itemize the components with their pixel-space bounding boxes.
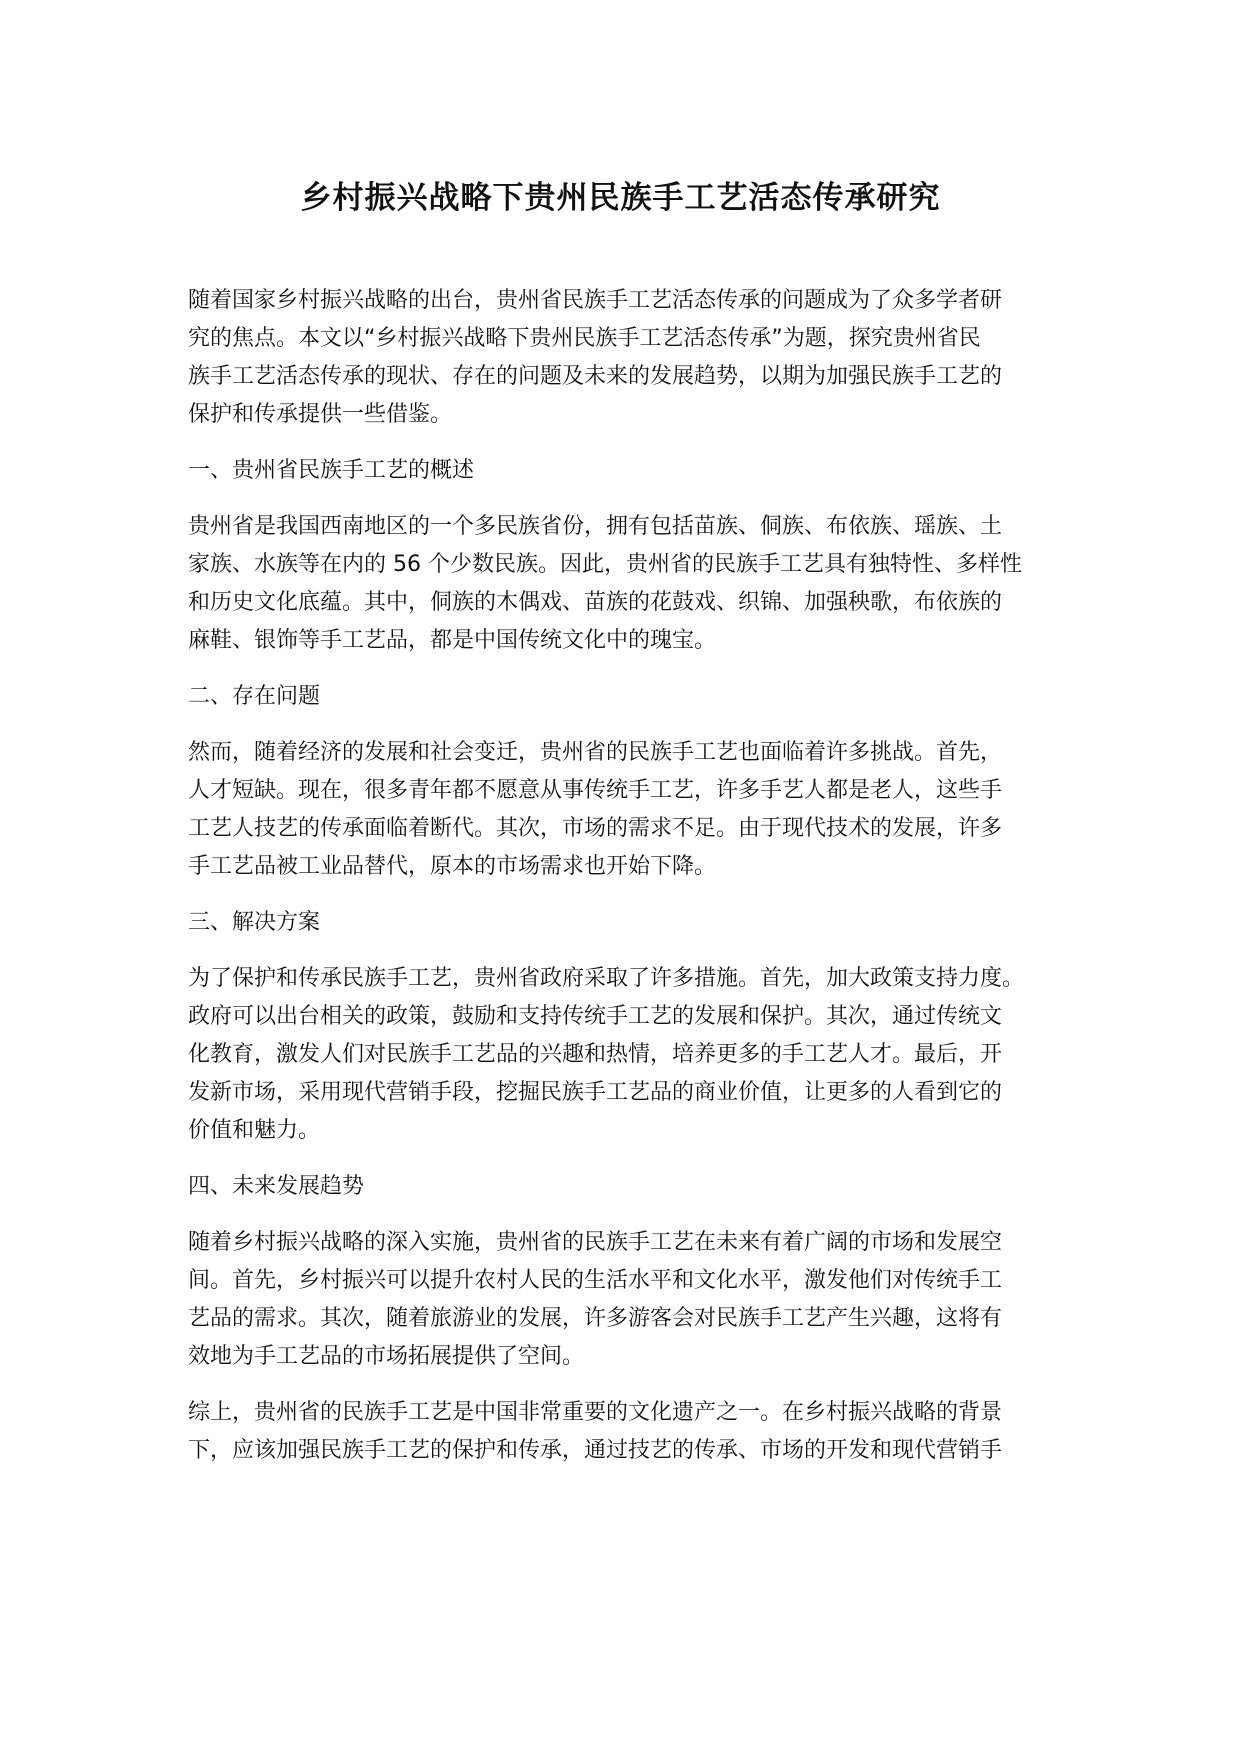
conclusion-paragraph bbox=[188, 1394, 1088, 1470]
text-line: 下，应该加强民族手工艺的保护和传承，通过技艺的传承、市场的开发和现代营销手 bbox=[188, 1438, 1003, 1463]
text-line: 价值和魅力。 bbox=[188, 1118, 321, 1143]
document-body bbox=[188, 282, 1088, 1488]
text-line: 人才短缺。现在，很多青年都不愿意从事传统手工艺，许多手艺人都是老人，这些手 bbox=[188, 778, 1003, 803]
text-line: 贵州省是我国西南地区的一个多民族省份，拥有包括苗族、侗族、布依族、瑶族、土 bbox=[188, 514, 1003, 539]
text-line: 化教育，激发人们对民族手工艺品的兴趣和热情，培养更多的手工艺人才。最后，开 bbox=[188, 1042, 1003, 1067]
text-line: 政府可以出台相关的政策，鼓励和支持传统手工艺的发展和保护。其次，通过传统文 bbox=[188, 1004, 1003, 1029]
document-title: 乡村振兴战略下贵州民族手工艺活态传承研究 bbox=[300, 180, 941, 216]
section-heading-future: 四、未来发展趋势 bbox=[188, 1174, 365, 1199]
text-line: 综上，贵州省的民族手工艺是中国非常重要的文化遗产之一。在乡村振兴战略的背景 bbox=[188, 1400, 1003, 1425]
intro-paragraph bbox=[188, 282, 1088, 434]
section-heading-overview: 一、贵州省民族手工艺的概述 bbox=[188, 458, 475, 483]
text-line: 麻鞋、银饰等手工艺品，都是中国传统文化中的瑰宝。 bbox=[188, 628, 717, 653]
section-heading-problems: 二、存在问题 bbox=[188, 684, 321, 709]
text-line: 和历史文化底蕴。其中，侗族的木偶戏、苗族的花鼓戏、织锦、加强秧歌，布依族的 bbox=[188, 590, 1003, 615]
section-paragraph-future bbox=[188, 1224, 1088, 1376]
section-paragraph-overview bbox=[188, 508, 1088, 660]
text-line: 工艺人技艺的传承面临着断代。其次，市场的需求不足。由于现代技术的发展，许多 bbox=[188, 816, 1003, 841]
text-line: 究的焦点。本文以“乡村振兴战略下贵州民族手工艺活态传承”为题，探究贵州省民 bbox=[188, 326, 981, 351]
section-paragraph-solutions bbox=[188, 960, 1088, 1150]
section-paragraph-problems bbox=[188, 734, 1088, 886]
text-line: 然而，随着经济的发展和社会变迁，贵州省的民族手工艺也面临着许多挑战。首先， bbox=[188, 740, 1003, 765]
text-line: 效地为手工艺品的市场拓展提供了空间。 bbox=[188, 1344, 585, 1369]
text-line: 家族、水族等在内的 56 个少数民族。因此，贵州省的民族手工艺具有独特性、多样性 bbox=[188, 552, 1022, 577]
text-line: 手工艺品被工业品替代，原本的市场需求也开始下降。 bbox=[188, 854, 717, 879]
text-line: 保护和传承提供一些借鉴。 bbox=[188, 402, 453, 427]
text-line: 随着乡村振兴战略的深入实施，贵州省的民族手工艺在未来有着广阔的市场和发展空 bbox=[188, 1230, 1003, 1255]
section-heading-solutions: 三、解决方案 bbox=[188, 910, 321, 935]
text-line: 族手工艺活态传承的现状、存在的问题及未来的发展趋势，以期为加强民族手工艺的 bbox=[188, 364, 1003, 389]
text-line: 发新市场，采用现代营销手段，挖掘民族手工艺品的商业价值，让更多的人看到它的 bbox=[188, 1080, 1003, 1105]
text-line: 随着国家乡村振兴战略的出台，贵州省民族手工艺活态传承的问题成为了众多学者研 bbox=[188, 288, 1003, 313]
text-line: 艺品的需求。其次，随着旅游业的发展，许多游客会对民族手工艺产生兴趣，这将有 bbox=[188, 1306, 1003, 1331]
text-line: 为了保护和传承民族手工艺，贵州省政府采取了许多措施。首先，加大政策支持力度。 bbox=[188, 966, 1025, 991]
text-line: 间。首先，乡村振兴可以提升农村人民的生活水平和文化水平，激发他们对传统手工 bbox=[188, 1268, 1003, 1293]
